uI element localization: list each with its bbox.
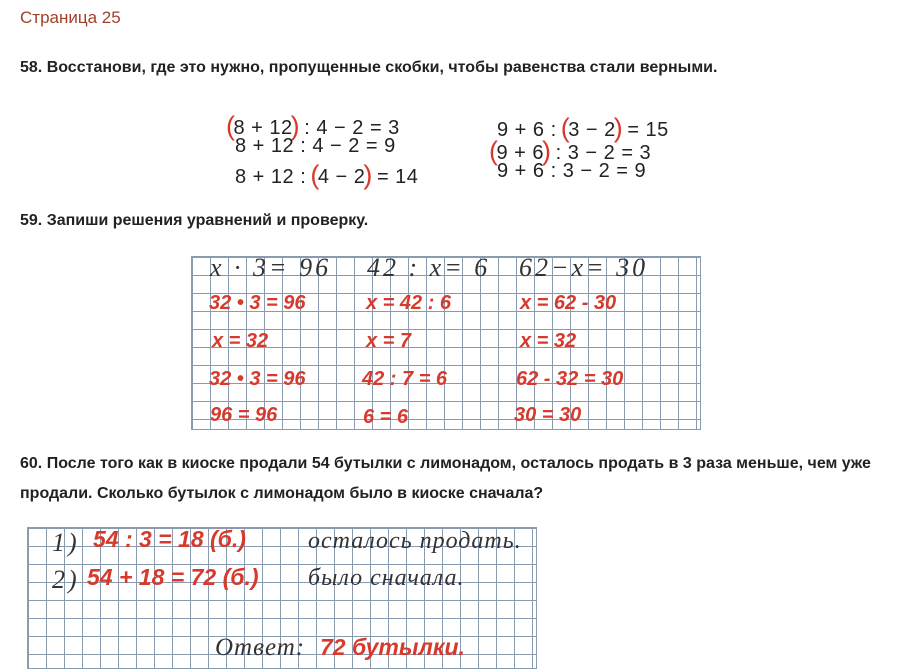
step-note: осталось продать. bbox=[308, 528, 522, 554]
final-answer: 72 бутылки. bbox=[320, 634, 465, 660]
solution-line: x = 62 - 30 bbox=[520, 292, 617, 314]
solution-line: 6 = 6 bbox=[363, 406, 409, 428]
added-bracket-open: ( bbox=[310, 160, 320, 190]
solution-line: 62 - 32 = 30 bbox=[516, 368, 624, 390]
answer-label: Ответ: bbox=[215, 634, 306, 661]
added-bracket-close: ) bbox=[613, 113, 624, 143]
solution-line: 42 : 7 = 6 bbox=[362, 368, 448, 390]
task-60-text: 60. После того как в киоске продали 54 бутылки с лимонадом, осталось продать в 3 раза меньше, чем уже продали. Сколько бутылок с лимонадом было в киоске сначала? bbox=[20, 455, 871, 502]
added-bracket-open: ( bbox=[226, 111, 236, 141]
task-58-title: 58. Восстанови, где это нужно, пропущенные скобки, чтобы равенства стали верными. bbox=[20, 59, 718, 76]
solution-line: 30 = 30 bbox=[514, 404, 582, 426]
added-bracket-close: ) bbox=[542, 136, 552, 166]
step-answer: 54 + 18 = 72 (б.) bbox=[87, 564, 259, 590]
added-bracket-close: ) bbox=[290, 111, 301, 141]
equation-row: (8 + 12) : 4 − 2 = 3 bbox=[226, 111, 400, 141]
step-number: 2) bbox=[52, 565, 80, 594]
solution-line: x = 42 : 6 bbox=[366, 292, 452, 314]
equation-row: (9 + 6) : 3 − 2 = 3 bbox=[489, 136, 652, 166]
step-number: 1) bbox=[52, 528, 80, 557]
solution-line: 32 • 3 = 96 bbox=[209, 368, 306, 390]
step-answer: 54 : 3 = 18 (б.) bbox=[93, 526, 246, 552]
solution-line: x = 7 bbox=[366, 330, 412, 352]
solution-line: 32 • 3 = 96 bbox=[209, 292, 306, 314]
solution-line: x = 32 bbox=[520, 330, 577, 352]
added-bracket-open: ( bbox=[489, 136, 499, 166]
solution-line: x = 32 bbox=[212, 330, 269, 352]
page-header: Страница 25 bbox=[20, 8, 121, 27]
step-note: было сначала. bbox=[308, 565, 465, 591]
equation-row: 8 + 12 : 4 − 2 = 9 bbox=[235, 135, 396, 157]
equation-3: 62−x= 30 bbox=[519, 253, 649, 282]
equation-row: 9 + 6 : (3 − 2) = 15 bbox=[497, 113, 669, 143]
equation-row: 8 + 12 : (4 − 2) = 14 bbox=[235, 160, 419, 190]
solution-line: 96 = 96 bbox=[210, 404, 278, 426]
added-bracket-close: ) bbox=[363, 160, 373, 190]
equation-1: x · 3= 96 bbox=[210, 253, 332, 282]
equation-2: 42 : x= 6 bbox=[367, 253, 491, 282]
added-bracket-open: ( bbox=[560, 113, 571, 143]
equation-row: 9 + 6 : 3 − 2 = 9 bbox=[497, 160, 647, 182]
task-59-title: 59. Запиши решения уравнений и проверку. bbox=[20, 212, 369, 229]
